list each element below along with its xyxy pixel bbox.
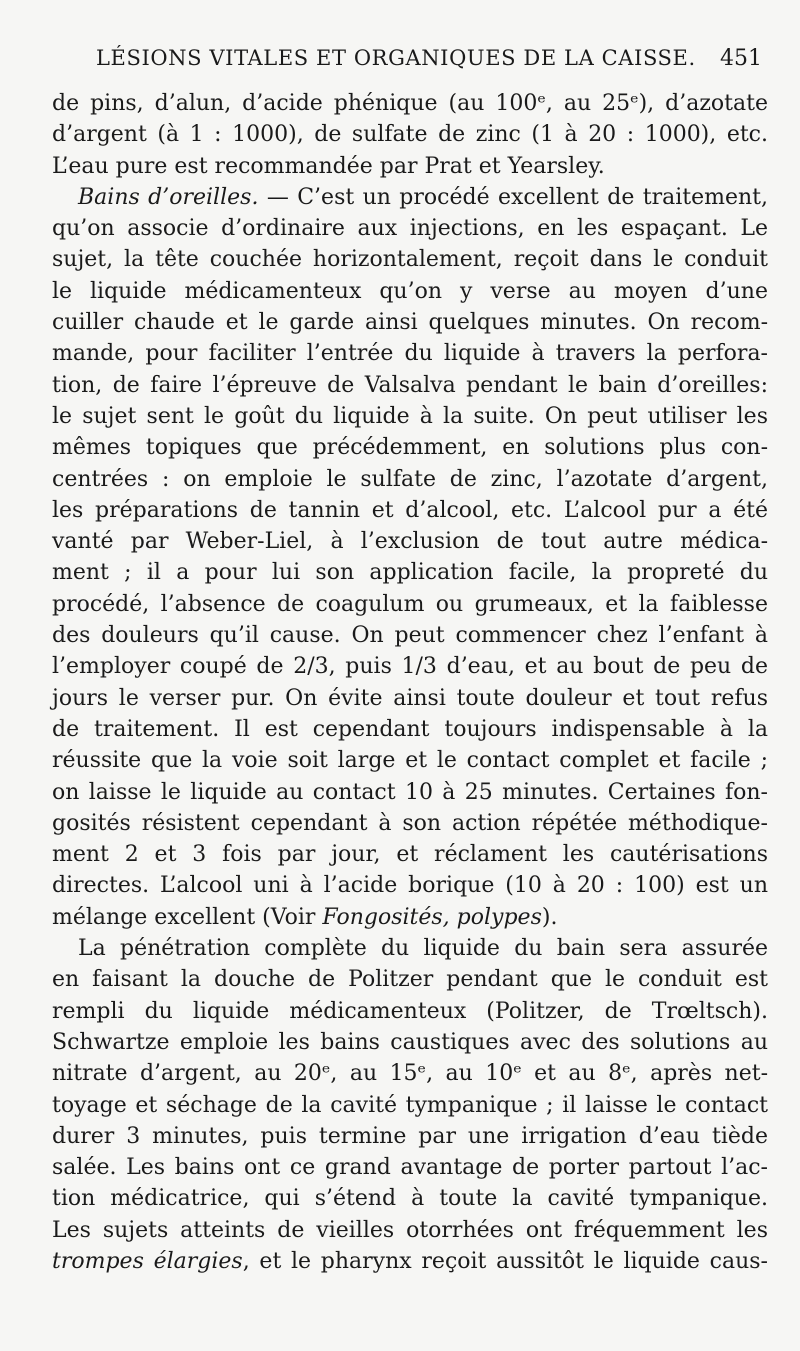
text-line [52, 1152, 768, 1183]
text-segment: mélange excellent (Voir [52, 904, 323, 930]
text-segment: tion, de faire l’épreuve de Valsalva pendant le bain d’oreilles: [52, 372, 768, 398]
text-segment: vanté par Weber-Liel, à l’exclusion de tout autre médica- [52, 529, 768, 555]
text-segment: centrées : on emploie le sulfate de zinc, l’azotate d’argent, [52, 466, 768, 492]
text-line [52, 683, 768, 714]
text-line [52, 307, 768, 338]
text-segment: directes. L’alcool uni à l’acide borique (10 à 20 : 100) est un [52, 873, 768, 899]
text-line [52, 714, 768, 745]
text-segment: Schwartze emploie les bains caustiques avec des solutions au [52, 1029, 768, 1055]
text-line [52, 651, 768, 682]
text-segment: salée. Les bains ont ce grand avantage de porter partout l’ac- [52, 1155, 768, 1181]
body-text [52, 88, 768, 1277]
text-line [52, 526, 768, 557]
text-line [52, 182, 768, 213]
text-segment: tion médicatrice, qui s’étend à toute la cavité tympanique. [52, 1186, 768, 1212]
text-line [52, 464, 768, 495]
text-line [52, 1058, 768, 1089]
italic-segment: Bains d’oreilles. [78, 184, 259, 210]
text-segment: en faisant la douche de Politzer pendant que le conduit est [52, 967, 768, 993]
text-line [52, 1183, 768, 1214]
text-segment: on laisse le liquide au contact 10 à 25 minutes. Certaines fon- [52, 779, 768, 805]
text-segment: L’eau pure est recommandée par Prat et Yearsley. [52, 153, 605, 179]
page-number: 451 [720, 46, 762, 71]
text-line [52, 276, 768, 307]
text-line [52, 213, 768, 244]
text-segment: — C’est un procédé excellent de traitement, [258, 184, 768, 210]
text-line [52, 1027, 768, 1058]
text-line [52, 870, 768, 901]
text-line [52, 745, 768, 776]
text-segment: , et le pharynx reçoit aussitôt le liquide caus- [242, 1248, 768, 1274]
text-segment: ment 2 et 3 fois par jour, et réclament les cautérisations [52, 842, 768, 868]
text-segment: gosités résistent cependant à son action répétée méthodique- [52, 810, 768, 836]
text-segment: d’argent (à 1 : 1000), de sulfate de zinc (1 à 20 : 1000), etc. [52, 122, 768, 148]
text-segment: jours le verser pur. On évite ainsi toute douleur et tout refus [52, 685, 768, 711]
text-line [52, 996, 768, 1027]
text-line [52, 370, 768, 401]
text-line [52, 1246, 768, 1277]
text-line [52, 933, 768, 964]
text-segment: l’employer coupé de 2/3, puis 1/3 d’eau, et au bout de peu de [52, 654, 768, 680]
text-segment: réussite que la voie soit large et le contact complet et facile ; [52, 748, 768, 774]
italic-segment: trompes élargies [52, 1248, 243, 1274]
text-line [52, 1121, 768, 1152]
text-line [52, 839, 768, 870]
text-line [52, 1215, 768, 1246]
text-line [52, 964, 768, 995]
text-line [52, 432, 768, 463]
text-segment: Les sujets atteints de vieilles otorrhées ont fréquemment les [52, 1217, 768, 1243]
text-segment: rempli du liquide médicamenteux (Politzer, de Trœltsch). [52, 998, 768, 1024]
text-line [52, 557, 768, 588]
text-segment: cuiller chaude et le garde ainsi quelques minutes. On recom- [52, 310, 768, 336]
text-segment: La pénétration complète du liquide du bain sera assurée [78, 936, 768, 962]
text-segment: procédé, l’absence de coagulum ou grumeaux, et la faiblesse [52, 591, 768, 617]
text-segment: ). [541, 904, 558, 930]
text-segment: mêmes topiques que précédemment, en solutions plus con- [52, 435, 768, 461]
text-segment: durer 3 minutes, puis termine par une irrigation d’eau tiède [52, 1123, 768, 1149]
text-segment: de pins, d’alun, d’acide phénique (au 100ᵉ, au 25ᵉ), d’azotate [52, 91, 768, 116]
text-line [52, 401, 768, 432]
text-segment: nitrate d’argent, au 20ᵉ, au 15ᵉ, au 10ᵉ et au 8ᵉ, après net- [52, 1061, 768, 1087]
italic-segment: Fongosités, polypes [322, 904, 542, 930]
text-segment: le sujet sent le goût du liquide à la suite. On peut utiliser les [52, 403, 768, 429]
text-segment: le liquide médicamenteux qu’on y verse au moyen d’une [52, 278, 768, 304]
running-title: LÉSIONS VITALES ET ORGANIQUES DE LA CAISSE. [96, 46, 696, 70]
text-segment: de traitement. Il est cependant toujours indispensable à la [52, 716, 768, 742]
text-line [52, 88, 768, 119]
text-line [52, 1090, 768, 1121]
text-line [52, 777, 768, 808]
text-segment: des douleurs qu’il cause. On peut commencer chez l’enfant à [52, 623, 768, 649]
text-segment: toyage et séchage de la cavité tympanique ; il laisse le contact [52, 1092, 768, 1118]
text-line [52, 244, 768, 275]
text-segment: sujet, la tête couchée horizontalement, reçoit dans le conduit [52, 247, 768, 273]
text-line [52, 808, 768, 839]
text-segment: les préparations de tannin et d’alcool, etc. L’alcool pur a été [52, 497, 768, 523]
text-line [52, 589, 768, 620]
text-line [52, 495, 768, 526]
text-line [52, 620, 768, 651]
running-head [96, 46, 762, 76]
text-line [52, 338, 768, 369]
text-line [52, 151, 768, 182]
text-segment: ment ; il a pour lui son application facile, la propreté du [52, 560, 768, 586]
text-line [52, 119, 768, 150]
text-segment: mande, pour faciliter l’entrée du liquide à travers la perfora- [52, 341, 768, 367]
text-line [52, 902, 768, 933]
text-segment: qu’on associe d’ordinaire aux injections, en les espaçant. Le [52, 216, 768, 242]
